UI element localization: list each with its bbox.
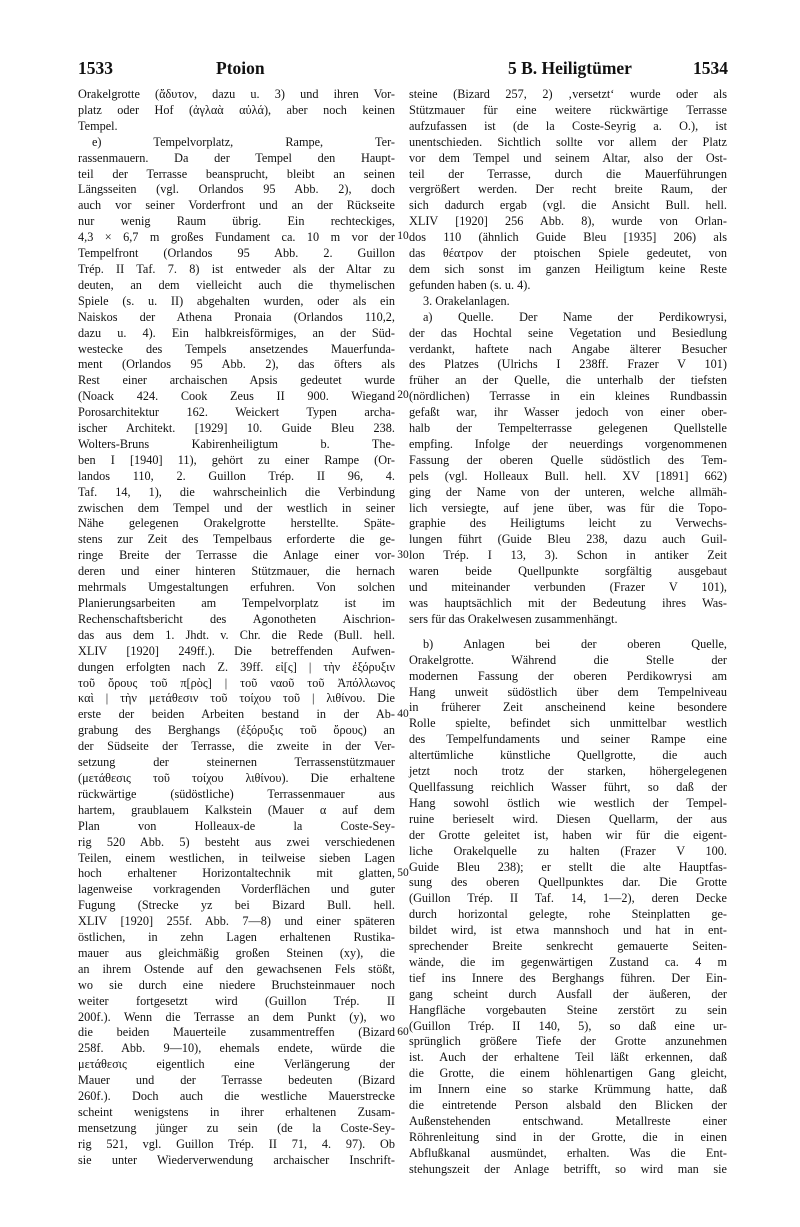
- text-line: Orakelgrotte. Während die Stelle der: [409, 652, 727, 667]
- text-line: deren und einer hinteren Stützmauer, die hernach: [78, 564, 395, 579]
- text-line: Guide Bleu 238); er stellt die alte Hauptfas-: [409, 859, 727, 874]
- text-column-right: [409, 87, 727, 1178]
- text-line: ging der Name von der unteren, welche allmäh-: [409, 484, 727, 499]
- text-line: [409, 628, 727, 637]
- text-line: dos 110 (ähnlich Guide Bleu [1935] 206) als: [409, 230, 727, 245]
- text-line: setzung der steinernen Terrassenstützmauer: [78, 755, 395, 770]
- text-line: an ihrem Ostende auf den gewachsenen Fels stößt,: [78, 961, 395, 976]
- text-line: sung des oberen Quellpunktes dar. Die Grotte: [409, 875, 727, 890]
- text-line: sprünglich größere Tiefe der Grotte anzunehmen: [409, 1034, 727, 1049]
- text-line: Planierungsarbeiten am Tempelvorplatz ist im: [78, 596, 395, 610]
- text-line: das θέατρον der ptoischen Spiele gedeutet, von: [409, 246, 727, 261]
- text-line: unentschieden. Sichtlich sollte vor allem der Platz: [409, 134, 727, 149]
- text-line: erste der beiden Arbeiten bestand in der Ab-: [78, 707, 395, 722]
- text-line: weiter fortgesetzt wird (Guillon Trép. II: [78, 993, 395, 1008]
- text-line: grabung des Berghangs (ἐξόρυξις τοῦ ὄρους) an: [78, 723, 395, 738]
- line-number: 40: [397, 707, 409, 720]
- text-line: das aus dem 1. Jhdt. v. Chr. die Rede (Bull. hell.: [78, 627, 395, 642]
- text-line: und miteinander verbunden (Frazer V 101),: [409, 580, 727, 595]
- text-line: Hang sowohl östlich wie westlich der Tempel-: [409, 795, 727, 810]
- text-line: Außenstehenden entschwand. Metallreste einer: [409, 1114, 727, 1128]
- text-line: mehrmals Umgestaltungen erfuhren. Von solchen: [78, 580, 395, 595]
- text-line: Fassung der oberen Quelle südöstlich des Tem-: [409, 452, 727, 467]
- text-line: Längsseiten (vgl. Orlandos 95 Abb. 2), doch: [78, 182, 395, 197]
- text-line: verdankt, haftete nach Angabe älterer Besucher: [409, 341, 727, 356]
- line-number: 20: [397, 389, 409, 402]
- text-line: Rolle spielte, befindet sich unmittelbar westlich: [409, 716, 727, 731]
- text-line: tief ins Innere des Berghangs führen. Der Ein-: [409, 970, 727, 985]
- text-line: aufzufassen ist (de la Coste-Seyrig a. O.), ist: [409, 118, 727, 133]
- text-line: Rest einer archaischen Apsis gedeutet wurde: [78, 373, 395, 388]
- page-number-right: 1534: [693, 58, 728, 78]
- line-number: 10: [397, 230, 409, 243]
- text-line: rig 520 Abb. 5) besteht aus zwei verschiedenen: [78, 834, 395, 849]
- text-line: graphie des Heiligtums leicht zu Verwechs-: [409, 516, 727, 531]
- text-line: 4,3 × 6,7 m großes Fundament ca. 10 m vor der: [78, 230, 395, 245]
- text-line: e) Tempelvorplatz, Rampe, Ter-: [92, 134, 395, 149]
- page-number-left: 1533: [78, 58, 113, 78]
- text-line: stehungszeit der Anlage betrifft, so wird man sie: [409, 1161, 727, 1176]
- text-line: vergrößert werden. Der recht breite Raum, der: [409, 182, 727, 197]
- text-line: gang scheint durch Ausfall der äußeren, der: [409, 986, 727, 1001]
- text-line: nur wenig Raum übrig. Ein rechteckiges,: [78, 214, 395, 229]
- text-line: östlichen, in zehn Lagen erhaltenen Rustika-: [78, 930, 395, 945]
- text-line: (Noack 424. Cook Zeus II 900. Wiegand: [78, 389, 395, 404]
- text-line: lon Trép. I 13, 3). Schon in antiker Zeit: [409, 548, 727, 563]
- text-line: lagenweise vorkragenden Vorderflächen und guter: [78, 882, 395, 897]
- text-line: in früherer Zeit anscheinend keine besondere: [409, 700, 727, 715]
- text-line: gefunden haben (s. u. 4).: [409, 277, 531, 292]
- text-line: (Guillon Trép. II Taf. 14, 1—2), deren Decke: [409, 891, 727, 906]
- text-line: altertümliche künstliche Quellgrotte, die auch: [409, 748, 727, 763]
- text-line: rig 521, vgl. Guillon Trép. II 71, 4. 97). Ob: [78, 1136, 395, 1151]
- text-line: (μετάθεσις τοῦ τοίχου λιθίνου). Die erhaltene: [78, 770, 395, 785]
- running-title-right: 5 B. Heiligtümer: [508, 58, 632, 78]
- text-line: des Platzes (Ulrichs I 238ff. Frazer V 101): [409, 357, 727, 372]
- text-line: westecke des Tempels ansetzendes Mauerfunda-: [78, 341, 395, 356]
- text-line: (nördlichen) Terrasse in ein kleines Rundbassin: [409, 389, 727, 404]
- text-line: auch vor seiner Vorderfront und an der Rückseite: [78, 198, 395, 213]
- line-number: 50: [397, 867, 409, 880]
- text-line: 200f.). Wenn die Terrasse an dem Punkt (y), wo: [78, 1009, 395, 1024]
- text-line: halb der Tempelterrasse gelegenen Quellstelle: [409, 421, 727, 436]
- text-line: waren beide Quellpunkte sorgfältig ausgebaut: [409, 564, 727, 579]
- text-line: der Südseite der Terrasse, die zweite in der Ver-: [78, 739, 395, 754]
- text-line: Hang unweit südöstlich über dem Tempelniveau: [409, 684, 727, 699]
- text-line: stens zur Zeit des Tempelbaus erforderte die ge-: [78, 532, 395, 547]
- text-line: Naiskos der Athena Pronaia (Orlandos 110,2,: [78, 309, 395, 324]
- text-line: dungen erfolgten nach Z. 39ff. εἰ[ς] | τὴν ἐξόρυξιν: [78, 659, 395, 674]
- text-line: modernen Fassung der oberen Perdikowrysi am: [409, 668, 727, 683]
- text-line: des Tempelfundaments und seiner Rampe eine: [409, 732, 727, 747]
- text-line: der das Hochtal seine Vegetation und Besiedlung: [409, 325, 727, 340]
- text-line: Orakelgrotte (ἄδυτον, dazu u. 3) und ihren Vor-: [78, 87, 395, 101]
- text-line: die beiden Mauerteile zusammentreffen (Bizard: [78, 1025, 395, 1040]
- text-line: wo sie durch eine niedere Bruchsteinmauer noch: [78, 977, 395, 992]
- text-column-left: [78, 87, 395, 1169]
- text-line: platz oder Hof (ἀγλαὰ αὐλά), aber noch keinen: [78, 102, 395, 117]
- text-line: Rechenschaftsbericht des Agonotheten Aischrion-: [78, 611, 395, 626]
- text-line: Fugung (Strecke yz bei Bizard Bull. hell.: [78, 898, 395, 913]
- text-line: Nähe gelegenen Orakelgrotte herstellte. Späte-: [78, 516, 395, 531]
- line-number: 30: [397, 548, 409, 561]
- text-line: liche Orakelquelle zu halten (Frazer V 100.: [409, 843, 727, 858]
- text-line: Teilen, einem westlichen, in teilweise sieben Lagen: [78, 850, 395, 865]
- text-line: Porosarchitektur 162. Weickert Typen archa-: [78, 405, 395, 420]
- text-line: lungen führt (Guide Bleu 238, dazu auch Guil-: [409, 532, 727, 547]
- text-line: XLIV [1920] 255f. Abb. 7—8) und einer späteren: [78, 914, 395, 929]
- text-line: mensetzung jünger zu sein (de la Coste-Sey-: [78, 1120, 395, 1135]
- text-line: ringe Breite der Terrasse die Anlage einer vor-: [78, 548, 395, 563]
- text-line: (Guillon Trép. II 140, 5), so daß eine ur-: [409, 1018, 727, 1033]
- text-line: a) Quelle. Der Name der Perdikowrysi,: [423, 309, 727, 324]
- text-line: sers für das Orakelwesen zusammenhängt.: [409, 611, 618, 626]
- text-line: der Grotte geleitet ist, haben wir für die eigent-: [409, 827, 727, 842]
- text-line: ben I [1940] 11), gehört zu einer Rampe (Or-: [78, 452, 395, 467]
- text-line: durch horizontal gelegte, rohe Steinplatten ge-: [409, 907, 727, 922]
- text-line: Tempel.: [78, 118, 118, 133]
- text-line: sich dadurch ergab (vgl. die Ansicht Bull. hell.: [409, 198, 727, 213]
- text-line: teil der Terrasse, durch die Mauerführungen: [409, 166, 727, 181]
- text-line: 258f. Abb. 9—10), ehemals endete, würde die: [78, 1041, 395, 1056]
- text-line: die Grotte, die einem höhlenartigen Gang gleicht,: [409, 1066, 727, 1081]
- running-title-left: Ptoion: [216, 58, 265, 78]
- text-line: Quellfassung reichlich Wasser führt, so daß der: [409, 779, 727, 794]
- text-line: mauer aus gleichmäßig großen Steinen (xy), die: [78, 945, 395, 960]
- text-line: vor dem Tempel und seinem Altar, also der Ost-: [409, 150, 727, 165]
- text-line: zwischen dem Tempel und der westlich in seiner: [78, 500, 395, 515]
- text-line: Stützmauer für eine weitere rückwärtige Terrasse: [409, 102, 727, 117]
- text-line: landos 110, 2. Guillon Trép. II 96, 4.: [78, 468, 395, 483]
- text-line: Tempelfront (Orlandos 95 Abb. 2. Guillon: [78, 246, 395, 261]
- text-line: XLIV [1920] 256 Abb. 8), wurde von Orlan-: [409, 214, 727, 229]
- text-line: rückwärtige (südöstliche) Terrassenmauer aus: [78, 786, 395, 801]
- running-header: [78, 58, 728, 82]
- text-line: Abflußkanal ausmündet, erhalten. Was die Ent-: [409, 1145, 727, 1160]
- text-line: früher an der Quelle, die unterhalb der tiefsten: [409, 373, 727, 388]
- text-line: deuten, an dem vielleicht auch die thymelischen: [78, 277, 395, 292]
- text-line: Hangfläche vorgebauten Steine zerstört zu sein: [409, 1002, 727, 1017]
- text-line: steine (Bizard 257, 2) ‚versetzt‘ wurde oder als: [409, 87, 727, 101]
- text-line: Plan von Holleaux-de la Coste-Sey-: [78, 818, 395, 833]
- text-line: Röhrenleitung sind in der Grotte, die in einen: [409, 1129, 727, 1144]
- text-line: wände, die im gegenwärtigen Zustand ca. 4 m: [409, 954, 727, 969]
- text-line: 3. Orakelanlagen.: [423, 293, 510, 308]
- text-line: lich versiegte, auf jene über, was für die Topo-: [409, 500, 727, 515]
- text-line: καὶ | τὴν μετάθεσιν τοῦ τοίχου τοῦ | λιθίνου. Die: [78, 691, 395, 706]
- text-line: Spiele (s. u. II) abgehalten wurden, oder als ein: [78, 293, 395, 308]
- text-line: scheint wenigstens in ihrer erhaltenen Zusam-: [78, 1105, 395, 1119]
- text-line: μετάθεσις eigentlich eine Verlängerung der: [78, 1057, 395, 1072]
- text-line: sprechender Breite senkrecht gemauerte Seiten-: [409, 939, 727, 954]
- text-line: Mauer und der Terrasse bedeuten (Bizard: [78, 1073, 395, 1088]
- text-line: rassenmauern. Da der Tempel den Haupt-: [78, 150, 395, 165]
- text-line: jetzt noch trotz der starken, höhergelegenen: [409, 764, 727, 779]
- text-line: ruine berieselt wird. Diesen Quellarm, der aus: [409, 811, 727, 826]
- line-number: 60: [397, 1026, 409, 1039]
- text-line: pels (vgl. Holleaux Bull. hell. XV [1891] 662): [409, 468, 727, 483]
- text-line: empfing. Infolge der neuerdings vorgenommenen: [409, 436, 727, 451]
- text-line: gefaßt war, ihr Wasser jedoch von einer ober-: [409, 405, 727, 420]
- text-line: XLIV [1920] 249ff.). Die betreffenden Aufwen-: [78, 643, 395, 658]
- text-line: im Innern eine so starke Krümmung hatte, daß: [409, 1082, 727, 1097]
- text-line: 260f.). Doch auch die westliche Mauerstrecke: [78, 1089, 395, 1104]
- text-line: bildet wird, ist etwa mannshoch und hat in ent-: [409, 923, 727, 938]
- text-line: dem sich sonst im ganzen Heiligtum keine Reste: [409, 261, 727, 276]
- text-line: was hauptsächlich mit der Bedeutung ihres Was-: [409, 596, 727, 610]
- text-line: teil der Terrasse beansprucht, bleibt an seinen: [78, 166, 395, 181]
- text-line: hoch erhaltener Horizontaltechnik mit glatten,: [78, 866, 395, 881]
- text-line: die eintretende Person alsbald den Blicken der: [409, 1098, 727, 1113]
- text-line: ist. Auch der erhaltene Teil läßt erkennen, daß: [409, 1050, 727, 1065]
- text-line: sie unter Wiederverwendung archaischer Inschrift-: [78, 1152, 395, 1167]
- text-line: hartem, graublauem Kalkstein (Mauer α auf dem: [78, 802, 395, 817]
- text-line: dazu u. 4). Ein halbkreisförmiges, an der Süd-: [78, 325, 395, 340]
- text-line: b) Anlagen bei der oberen Quelle,: [423, 636, 727, 651]
- text-line: ischer Architekt. [1929] 10. Guide Bleu 238.: [78, 421, 395, 436]
- text-line: ment (Orlandos 95 Abb. 2), das öfters als: [78, 357, 395, 372]
- text-line: Wolters-Bruns Kabirenheiligtum b. The-: [78, 436, 395, 451]
- text-line: Trép. II Taf. 7. 8) ist entweder als der Altar zu: [78, 261, 395, 276]
- text-line: Taf. 14, 1), die wahrscheinlich die Verbindung: [78, 484, 395, 499]
- text-line: τοῦ ὄρους τοῦ π[ρὸς] | τοῦ ναοῦ τοῦ Ἀπόλλωνος: [78, 675, 395, 690]
